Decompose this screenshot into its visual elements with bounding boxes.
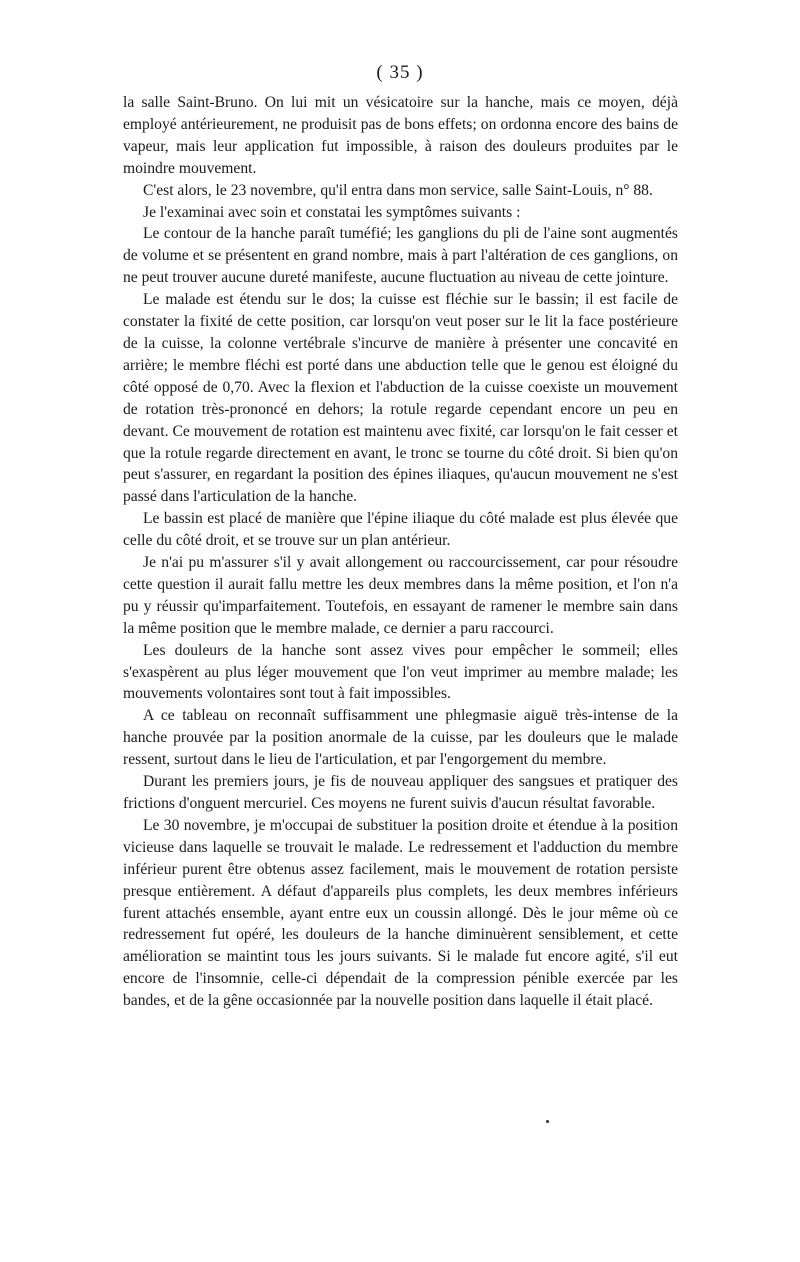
paragraph: Le bassin est placé de manière que l'épine iliaque du côté malade est plus élevée que celle du côté droit, et se trouve sur un plan antérieur. (123, 510, 678, 550)
paragraph: A ce tableau on reconnaît suffisamment une phlegmasie aiguë très-intense de la hanche prouvée par la position anormale de la cuisse, par les douleurs que le malade ressent, surtout dans le lieu de l'articulation, et par l'engorgement du membre. (123, 707, 678, 769)
page-number: ( 35 ) (376, 62, 424, 83)
paragraph: Je l'examinai avec soin et constatai les symptômes suivants : (143, 203, 521, 221)
paragraph: Le malade est étendu sur le dos; la cuisse est fléchie sur le bassin; il est facile de constater la fixité de cette position, car lorsqu'on veut poser sur le lit la face postérieure de la cuisse, la colonne vertébrale s'incurve de manière à présenter une concavité en arrière; le membre fléchi est porté dans une abduction telle que le genou est éloigné du côté opposé de 0,70. Avec la flexion et l'abduction de la cuisse coexiste un mouvement de rotation très-prononcé en dehors; la rotule regarde cependant encore un peu en devant. Ce mouvement de rotation est maintenu avec fixité, car lorsqu'on le fait cesser et que la rotule regarde directement en avant, le tronc se tourne du côté droit. Si bien qu'on peut s'assurer, en regardant la position des épines iliaques, qu'aucun mouvement ne s'est passé dans l'articulation de la hanche. (123, 291, 678, 506)
paragraph: Le contour de la hanche paraît tuméfié; les ganglions du pli de l'aine sont augmentés de volume et se présentent en grand nombre, mais à part l'altération de ces ganglions, on ne peut trouver aucune dureté manifeste, aucune fluctuation au niveau de cette jointure. (123, 225, 678, 287)
paragraph: Le 30 novembre, je m'occupai de substituer la position droite et étendue à la position vicieuse dans laquelle se trouvait le malade. Le redressement et l'adduction du membre inférieur purent être obtenus assez facilement, mais le mouvement de rotation persiste presque entièrement. A défaut d'appareils plus complets, les deux membres inférieurs furent attachés ensemble, ayant entre eux un coussin allongé. Dès le jour même où ce redressement fut opéré, les douleurs de la hanche diminuèrent sensiblement, et cette amélioration se maintint tous les jours suivants. Si le malade fut encore agité, s'il eut encore de l'insomnie, celle-ci dépendait de la compression pénible exercée par les bandes, et de la gêne occasionnée par la nouvelle position dans laquelle il était placé. (123, 816, 678, 1010)
paragraph: Les douleurs de la hanche sont assez vives pour empêcher le sommeil; elles s'exaspèrent au plus léger mouvement que l'on veut imprimer au membre malade; les mouvements volontaires sont tout à fait impossibles. (123, 641, 678, 703)
paragraph: la salle Saint-Bruno. On lui mit un vésicatoire sur la hanche, mais ce moyen, déjà employé antérieurement, ne produisit pas de bons effets; on ordonna encore des bains de vapeur, mais leur application fut impossible, à raison des douleurs produites par le moindre mouvement. (123, 94, 678, 177)
paragraph: Durant les premiers jours, je fis de nouveau appliquer des sangsues et pratiquer des frictions d'onguent mercuriel. Ces moyens ne furent suivis d'aucun résultat favorable. (123, 773, 678, 812)
ink-speck (546, 1120, 549, 1123)
paragraph: C'est alors, le 23 novembre, qu'il entra dans mon service, salle Saint-Louis, n° 88. (143, 181, 653, 199)
paragraph: Je n'ai pu m'assurer s'il y avait allongement ou raccourcissement, car pour résoudre cette question il aurait fallu mettre les deux membres dans la même position, et l'on n'a pu y réussir qu'imparfaitement. Toutefois, en essayant de ramener le membre sain dans la même position que le membre malade, ce dernier a paru raccourci. (123, 554, 678, 637)
body-text (123, 92, 678, 1012)
